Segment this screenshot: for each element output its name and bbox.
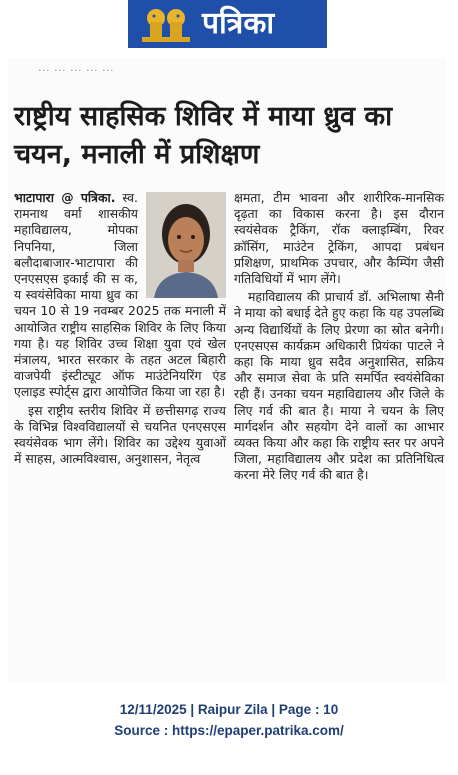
paragraph: इस राष्ट्रीय स्तरीय शिविर में छत्तीसगढ़ राज्य के विभिन्न विश्वविद्यालयों से चयनित एनएसएस स्वयंसेवक भाग लेंगे। शिविर का उद्देश्य युवाओं में साहस, आत्मविश्वास, अनुशासन, नेतृत्व [14,402,226,467]
paragraph-text: स्व. रामनाथ वर्मा शासकीय महाविद्यालय, मोपका निपनिया, जिला बलौदाबाजार-भाटापारा की एनएसएस इकाई की स क, य स्वयंसेविका माया ध्रुव का चयन 10 से 19 नवम्बर 2025 तक मनाली में आयोजित राष्ट्रीय साहसिक शिविर के लिए किया गया है। यह शिविर उच्च शिक्षा युवा एवं खेल मंत्रालय, भारत सरकार के तहत अटल बिहारी वाजपेयी इंस्टीट्यूट ऑफ माउंटेनियरिंग एंड एलाइड स्पोर्ट्स द्वारा आयोजित किया जा रहा है। [14,190,226,400]
footer-source-line: Source : https://epaper.patrika.com/ [114,723,344,738]
headline: राष्ट्रीय साहसिक शिविर में माया ध्रुव का चयन, मनाली में प्रशिक्षण [14,101,393,170]
paragraph: महाविद्यालय की प्राचार्य डॉ. अभिलाषा सैनी ने माया को बधाई देते हुए कहा कि यह उपलब्धि अन्य विद्यार्थियों के लिए प्रेरणा का स्रोत बनेगी। एनएसएस कार्यक्रम अधिकारी प्रियंका पाटले ने कहा कि माया ध्रुव सदैव अनुशासित, सक्रिय और समाज सेवा के प्रति समर्पित स्वयंसेविका रही हैं। उनका चयन महाविद्यालय और जिले के लिए गर्व की बात है। माया ने चयन के लिए मार्गदर्शन और सहयोग देने वालों का आभार व्यक्त किया और कहा कि राष्ट्रीय स्तर पर अपने जिला, महाविद्यालय और प्रदेश का प्रतिनिधित्व करना मेरे लिए गर्व की बात है। [234,289,444,483]
masthead [128,0,327,48]
dateline: भाटापारा @ पत्रिका. [14,190,116,205]
faded-previous-line: ... ... ... ... ... [38,61,114,74]
student-photo [146,192,226,298]
right-column [234,190,444,486]
lion-emblem-icon [140,4,192,44]
news-clipping [8,58,446,682]
paragraph: क्षमता, टीम भावना और शारीरिक-मानसिक दृढ़ता का विकास करना है। इस दौरान स्वयंसेवक ट्रैकिंग, रॉक क्लाइम्बिंग, रिवर क्रॉसिंग, माउंटेन ट्रेकिंग, आपदा प्रबंधन प्रशिक्षण, प्राथमिक उपचार, और कैम्पिंग जैसी गतिविधियों में भाग लेंगे। [234,190,444,287]
footer-date-line: 12/11/2025 | Raipur Zila | Page : 10 [119,702,339,717]
left-column [14,190,226,469]
brand-name: पत्रिका [202,6,275,41]
